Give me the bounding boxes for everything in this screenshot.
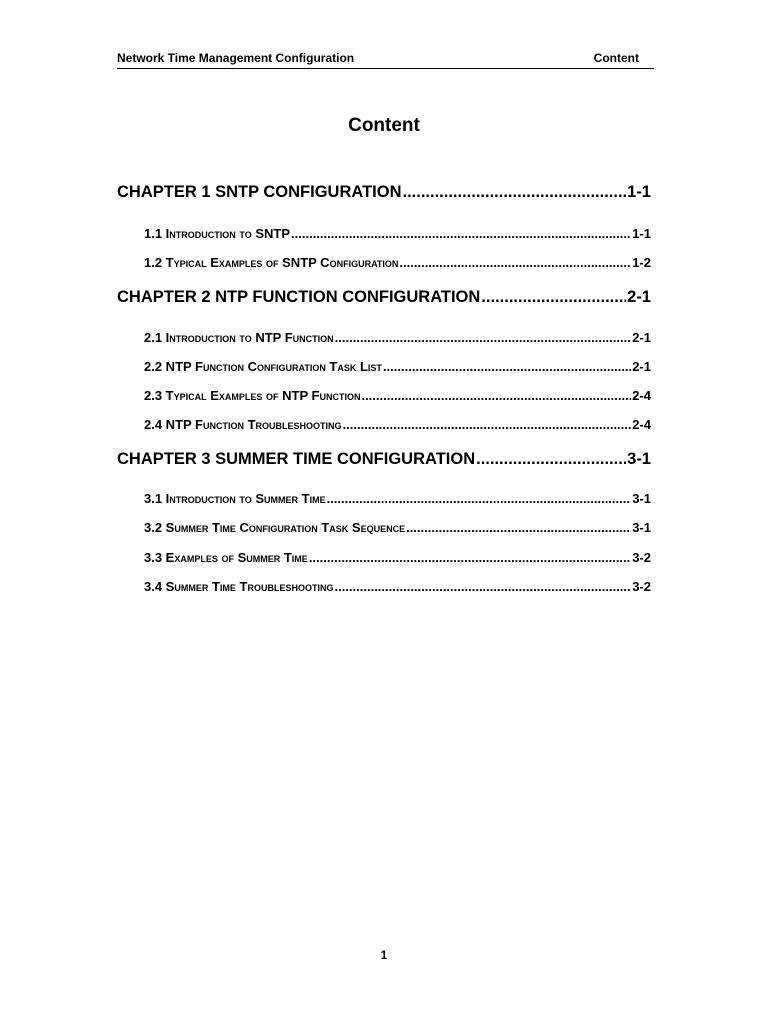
toc-entry-label: CHAPTER 3 SUMMER TIME CONFIGURATION — [117, 450, 476, 468]
toc-entry-page: 1-2 — [632, 255, 651, 270]
page-header — [117, 50, 654, 69]
toc-entry-label: 3.3 Examples of Summer Time — [144, 550, 308, 565]
toc-entry-page: 2-1 — [632, 359, 651, 374]
toc-leader-dots — [327, 491, 632, 506]
toc-entry-page: 3-2 — [632, 579, 651, 594]
toc-section-3-2[interactable] — [144, 520, 651, 535]
toc-leader-dots — [335, 330, 632, 345]
toc-entry-label: 1.1 Introduction to SNTP — [144, 226, 291, 241]
toc-entry-label: 3.4 Summer Time Troubleshooting — [144, 579, 334, 594]
toc-entry-label: CHAPTER 2 NTP FUNCTION CONFIGURATION — [117, 288, 481, 306]
toc-section-2-1[interactable] — [144, 330, 651, 345]
header-section-name: Content — [593, 51, 639, 65]
toc-leader-dots — [403, 183, 627, 202]
toc-section-1-1[interactable] — [144, 226, 651, 241]
toc-entry-page: 3-1 — [627, 450, 651, 468]
toc-entry-page: 1-1 — [632, 226, 651, 241]
toc-entry-label: 3.2 Summer Time Configuration Task Sequence — [144, 520, 406, 535]
toc-entry-label: 2.4 NTP Function Troubleshooting — [144, 417, 342, 432]
toc-entry-label: CHAPTER 1 SNTP CONFIGURATION — [117, 183, 402, 201]
toc-entry-page: 2-1 — [632, 330, 651, 345]
toc-entry-label: 2.3 Typical Examples of NTP Function — [144, 388, 361, 403]
toc-section-2-2[interactable] — [144, 359, 651, 374]
toc-chapter-1[interactable] — [117, 183, 651, 202]
toc-entry-page: 2-1 — [627, 288, 651, 306]
toc-entry-page: 2-4 — [632, 388, 651, 403]
toc-chapter-2[interactable] — [117, 288, 651, 307]
toc-entry-page: 1-1 — [627, 183, 651, 201]
toc-entry-label: 2.2 NTP Function Configuration Task List — [144, 359, 382, 374]
toc-entry-page: 3-1 — [632, 520, 651, 535]
toc-leader-dots — [343, 417, 632, 432]
toc-leader-dots — [309, 550, 631, 565]
toc-leader-dots — [481, 288, 626, 307]
toc-leader-dots — [383, 359, 631, 374]
toc-entry-page: 2-4 — [632, 417, 651, 432]
toc-entry-page: 3-2 — [632, 550, 651, 565]
toc-leader-dots — [399, 255, 631, 270]
header-document-title: Network Time Management Configuration — [117, 51, 355, 65]
page-number: 1 — [380, 948, 388, 962]
toc-entry-label: 3.1 Introduction to Summer Time — [144, 491, 326, 506]
toc-leader-dots — [406, 520, 631, 535]
toc-entry-label: 1.2 Typical Examples of SNTP Configuration — [144, 255, 399, 270]
toc-section-3-1[interactable] — [144, 491, 651, 506]
toc-title: Content — [348, 115, 420, 136]
toc-leader-dots — [361, 388, 631, 403]
toc-leader-dots — [334, 579, 631, 594]
toc-entry-label: 2.1 Introduction to NTP Function — [144, 330, 334, 345]
toc-section-2-3[interactable] — [144, 388, 651, 403]
toc-section-1-2[interactable] — [144, 255, 651, 270]
toc-chapter-3[interactable] — [117, 450, 651, 469]
toc-section-3-3[interactable] — [144, 550, 651, 565]
toc-entry-page: 3-1 — [632, 491, 651, 506]
toc-leader-dots — [291, 226, 631, 241]
toc-section-3-4[interactable] — [144, 579, 651, 594]
toc-leader-dots — [476, 450, 626, 469]
toc-section-2-4[interactable] — [144, 417, 651, 432]
